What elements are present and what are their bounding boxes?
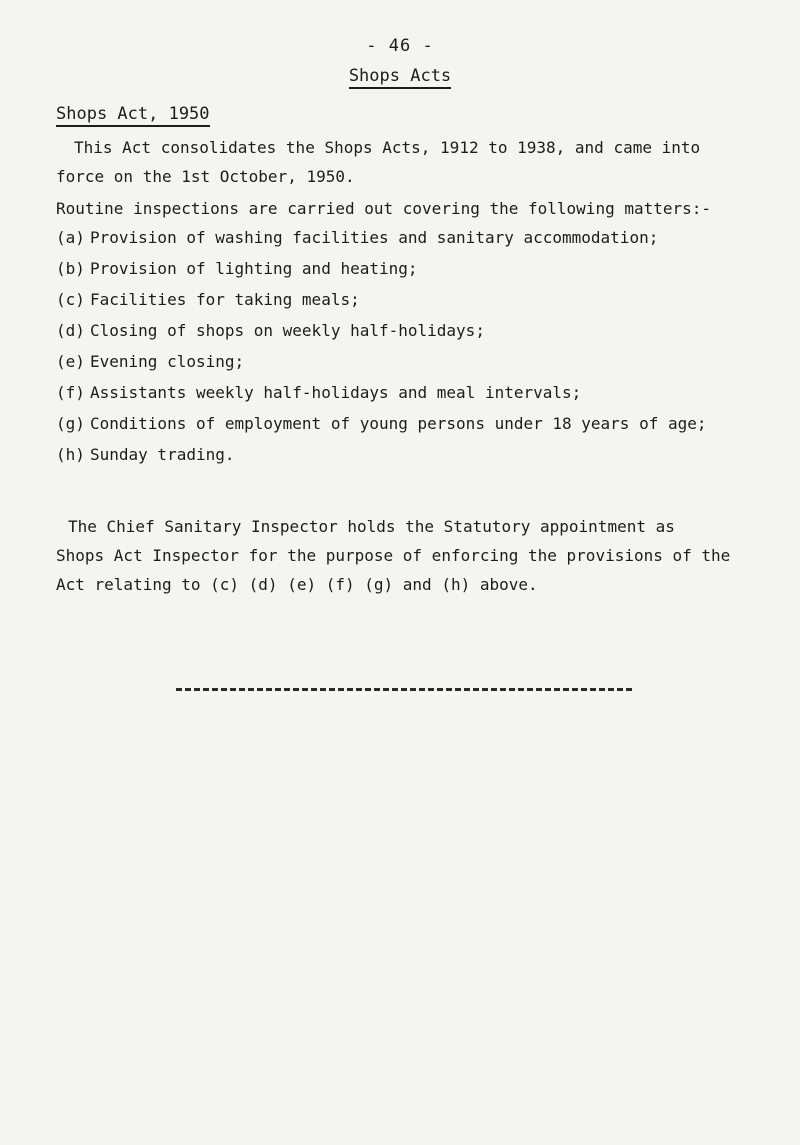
item-marker: (h) — [56, 445, 85, 464]
list-item — [56, 315, 707, 346]
list-item — [56, 408, 707, 439]
section-heading-text: Shops Act, 1950 — [56, 104, 210, 127]
item-text: Assistants weekly half-holidays and meal intervals; — [90, 383, 582, 402]
list-item — [56, 439, 707, 470]
matters-list — [56, 222, 707, 470]
item-text: Provision of lighting and heating; — [90, 259, 418, 278]
end-divider — [176, 688, 632, 691]
item-text: Conditions of employment of young persons under 18 years of age; — [90, 414, 707, 433]
closing-paragraph — [56, 512, 730, 599]
item-marker: (f) — [56, 383, 85, 402]
list-item — [56, 253, 707, 284]
item-marker: (a) — [56, 228, 85, 247]
closing-line-1: The Chief Sanitary Inspector holds the Statutory appointment as — [68, 517, 675, 536]
running-title-text: Shops Acts — [349, 66, 451, 89]
list-item — [56, 222, 707, 253]
item-text: Sunday trading. — [90, 445, 235, 464]
item-marker: (g) — [56, 414, 85, 433]
closing-line-2: Shops Act Inspector for the purpose of enforcing the provisions of the — [56, 546, 731, 565]
list-item — [56, 284, 707, 315]
item-text: Closing of shops on weekly half-holidays; — [90, 321, 485, 340]
item-text: Provision of washing facilities and sanitary accommodation; — [90, 228, 659, 247]
section-heading — [56, 104, 210, 124]
item-text: Facilities for taking meals; — [90, 290, 360, 309]
item-marker: (c) — [56, 290, 85, 309]
running-title — [0, 66, 800, 86]
inspections-lead: Routine inspections are carried out covering the following matters:- — [56, 199, 712, 218]
item-marker: (e) — [56, 352, 85, 371]
intro-line-1: This Act consolidates the Shops Acts, 1912 to 1938, and came into — [74, 138, 701, 157]
list-item — [56, 377, 707, 408]
item-text: Evening closing; — [90, 352, 245, 371]
closing-line-3: Act relating to (c) (d) (e) (f) (g) and (h) above. — [56, 575, 538, 594]
page-number: - 46 - — [366, 36, 434, 56]
item-marker: (d) — [56, 321, 85, 340]
intro-line-2: force on the 1st October, 1950. — [56, 167, 355, 186]
list-item — [56, 346, 707, 377]
item-marker: (b) — [56, 259, 85, 278]
intro-paragraph — [56, 133, 700, 191]
